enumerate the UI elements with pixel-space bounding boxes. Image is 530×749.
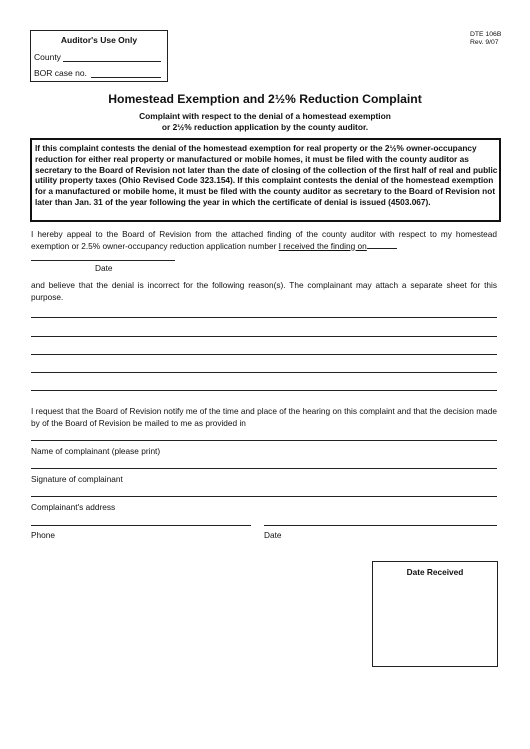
reason-line-4[interactable] <box>31 372 497 373</box>
reason-paragraph: and believe that the denial is incorrect for the following reason(s). The complainant may attach a separate sheet for this purpose. <box>31 280 497 302</box>
date-received-label: Date Received <box>406 567 464 577</box>
appeal-date-field[interactable] <box>31 260 175 261</box>
reason-line-3[interactable] <box>31 354 497 355</box>
complainant-address-field[interactable] <box>31 496 497 497</box>
appeal-date-label: Date <box>95 263 113 273</box>
bor-case-label: BOR case no. <box>34 68 87 78</box>
reason-line-5[interactable] <box>31 390 497 391</box>
application-number-line <box>367 248 397 249</box>
appeal-paragraph <box>31 229 497 252</box>
bor-case-field[interactable] <box>91 77 161 78</box>
subtitle-line-1: Complaint with respect to the denial of a homestead exemption <box>139 111 391 121</box>
form-id <box>470 31 501 47</box>
application-number-field[interactable]: I received the finding on <box>278 240 367 251</box>
phone-label: Phone <box>31 530 55 540</box>
complainant-name-label: Name of complainant (please print) <box>31 446 161 456</box>
complainant-signature-label: Signature of complainant <box>31 474 123 484</box>
notify-paragraph: I request that the Board of Revision notify me of the time and place of the hearing on this complaint and that the decision made by of the Board of Revision be mailed to me as provided in <box>31 406 497 428</box>
county-label: County <box>34 52 61 62</box>
auditors-use-box <box>30 30 168 82</box>
reason-line-2[interactable] <box>31 336 497 337</box>
complainant-signature-field[interactable] <box>31 468 497 469</box>
subtitle <box>0 111 530 133</box>
county-field[interactable] <box>63 61 161 62</box>
signature-date-field[interactable] <box>264 525 497 526</box>
filing-notice-text: If this complaint contests the denial of the homestead exemption for real property or the 2½% owner-occupancy reduction for either real property or manufactured or mobile homes, it must be filed with the county auditor as secretary to the Board of Revision not later than the date of closing of the collection of the first half of real and public utility property taxes (Ohio Revised Code 323.154). If this complaint contests the denial of the homestead exemption for a manufactured or mobile home, it must be filed with the county auditor as secretary to the Board of Revision not later than Jan. 31 of the year following the year in which the certificate of denial is issued (4503.067). <box>35 143 498 207</box>
form-code: DTE 106B <box>470 31 502 38</box>
date-received-box <box>372 561 498 667</box>
complainant-name-field[interactable] <box>31 440 497 441</box>
complainant-address-label: Complainant's address <box>31 502 116 512</box>
subtitle-line-2: or 2½% reduction application by the county auditor. <box>161 122 369 132</box>
form-revision: Rev. 9/07 <box>470 39 499 46</box>
filing-notice-box <box>30 138 501 222</box>
appeal-text: I hereby appeal to the Board of Revision from the attached finding of the county auditor with respect to my homestead exemption or 2.5% owner-occupancy reduction application number <box>31 229 497 251</box>
auditors-use-title: Auditor's Use Only <box>60 35 138 45</box>
signature-date-label: Date <box>264 530 282 540</box>
reason-line-1[interactable] <box>31 317 497 318</box>
page-title: Homestead Exemption and 2½% Reduction Complaint <box>108 92 422 106</box>
phone-field[interactable] <box>31 525 251 526</box>
